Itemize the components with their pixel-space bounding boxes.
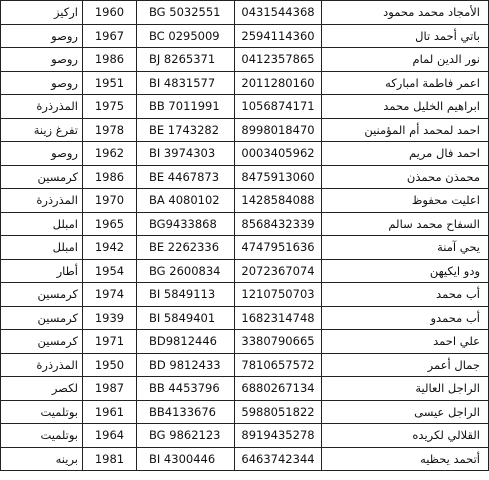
city-cell: المذرذرة <box>1 189 83 213</box>
id-number-cell: BI 4831577 <box>137 71 235 95</box>
id-number-cell: BG 5032551 <box>137 1 235 25</box>
table-row <box>1 377 489 401</box>
name-cell: السفاح محمد سالم <box>322 212 489 236</box>
name-cell: ابراهيم الخليل محمد <box>322 95 489 119</box>
city-cell: كرمسين <box>1 283 83 307</box>
table-row <box>1 330 489 354</box>
table-row <box>1 259 489 283</box>
city-cell: تفرغ زينة <box>1 118 83 142</box>
city-cell: برينه <box>1 447 83 471</box>
table-row <box>1 306 489 330</box>
id-number-cell: BB 7011991 <box>137 95 235 119</box>
id-number-cell: BE 1743282 <box>137 118 235 142</box>
phone-cell: 8475913060 <box>235 165 322 189</box>
name-cell: أتحمد يحظيه <box>322 447 489 471</box>
table-row <box>1 1 489 25</box>
phone-cell: 4747951636 <box>235 236 322 260</box>
id-number-cell: BB 4453796 <box>137 377 235 401</box>
city-cell: أطار <box>1 259 83 283</box>
city-cell: اركيز <box>1 1 83 25</box>
id-number-cell: BD9812446 <box>137 330 235 354</box>
id-number-cell: BJ 8265371 <box>137 48 235 72</box>
year-cell: 1986 <box>83 165 137 189</box>
phone-cell: 0412357865 <box>235 48 322 72</box>
table-row <box>1 71 489 95</box>
id-number-cell: BI 4300446 <box>137 447 235 471</box>
id-number-cell: BI 5849401 <box>137 306 235 330</box>
year-cell: 1939 <box>83 306 137 330</box>
id-number-cell: BE 4467873 <box>137 165 235 189</box>
phone-cell: 8568432339 <box>235 212 322 236</box>
name-cell: علي احمد <box>322 330 489 354</box>
id-number-cell: BE 2262336 <box>137 236 235 260</box>
city-cell: بوتلميت <box>1 400 83 424</box>
year-cell: 1960 <box>83 1 137 25</box>
phone-cell: 0431544368 <box>235 1 322 25</box>
year-cell: 1971 <box>83 330 137 354</box>
phone-cell: 2011280160 <box>235 71 322 95</box>
table-row <box>1 165 489 189</box>
id-number-cell: BA 4080102 <box>137 189 235 213</box>
table-row <box>1 142 489 166</box>
city-cell: كرمسين <box>1 165 83 189</box>
id-number-cell: BB4133676 <box>137 400 235 424</box>
phone-cell: 0003405962 <box>235 142 322 166</box>
year-cell: 1986 <box>83 48 137 72</box>
year-cell: 1964 <box>83 424 137 448</box>
city-cell: روصو <box>1 71 83 95</box>
name-cell: باتي أحمد تال <box>322 24 489 48</box>
name-cell: أب محمد <box>322 283 489 307</box>
year-cell: 1978 <box>83 118 137 142</box>
phone-cell: 1428584088 <box>235 189 322 213</box>
table-row <box>1 424 489 448</box>
year-cell: 1970 <box>83 189 137 213</box>
year-cell: 1961 <box>83 400 137 424</box>
table-row <box>1 48 489 72</box>
name-cell: احمد فال مريم <box>322 142 489 166</box>
year-cell: 1974 <box>83 283 137 307</box>
name-cell: محمذن محمذن <box>322 165 489 189</box>
phone-cell: 2072367074 <box>235 259 322 283</box>
table-row <box>1 283 489 307</box>
name-cell: أب محمدو <box>322 306 489 330</box>
year-cell: 1975 <box>83 95 137 119</box>
table-row <box>1 447 489 471</box>
phone-cell: 6463742344 <box>235 447 322 471</box>
id-number-cell: BC 0295009 <box>137 24 235 48</box>
id-number-cell: BD 9812433 <box>137 353 235 377</box>
phone-cell: 8998018470 <box>235 118 322 142</box>
year-cell: 1967 <box>83 24 137 48</box>
id-number-cell: BG 2600834 <box>137 259 235 283</box>
table-row <box>1 118 489 142</box>
id-number-cell: BI 5849113 <box>137 283 235 307</box>
city-cell: روصو <box>1 142 83 166</box>
city-cell: بوتلميت <box>1 424 83 448</box>
phone-cell: 6880267134 <box>235 377 322 401</box>
table-row <box>1 189 489 213</box>
phone-cell: 8919435278 <box>235 424 322 448</box>
phone-cell: 1210750703 <box>235 283 322 307</box>
phone-cell: 1682314748 <box>235 306 322 330</box>
table-row <box>1 400 489 424</box>
name-cell: نور الدين لمام <box>322 48 489 72</box>
city-cell: كرمسين <box>1 306 83 330</box>
table-row <box>1 236 489 260</box>
phone-cell: 2594114360 <box>235 24 322 48</box>
city-cell: كرمسين <box>1 330 83 354</box>
name-cell: يحي آمنة <box>322 236 489 260</box>
id-number-cell: BG 9862123 <box>137 424 235 448</box>
phone-cell: 7810657572 <box>235 353 322 377</box>
name-cell: الراجل عيسى <box>322 400 489 424</box>
city-cell: المذرذرة <box>1 353 83 377</box>
year-cell: 1942 <box>83 236 137 260</box>
city-cell: المذرذرة <box>1 95 83 119</box>
id-number-cell: BG9433868 <box>137 212 235 236</box>
name-cell: اعليت محفوظ <box>322 189 489 213</box>
year-cell: 1951 <box>83 71 137 95</box>
phone-cell: 1056874171 <box>235 95 322 119</box>
city-cell: روصو <box>1 48 83 72</box>
year-cell: 1962 <box>83 142 137 166</box>
table-row <box>1 212 489 236</box>
year-cell: 1965 <box>83 212 137 236</box>
phone-cell: 5988051822 <box>235 400 322 424</box>
name-cell: اعمر فاطمة امباركه <box>322 71 489 95</box>
city-cell: روصو <box>1 24 83 48</box>
table-row <box>1 24 489 48</box>
name-cell: جمال أعمر <box>322 353 489 377</box>
city-cell: امبلل <box>1 212 83 236</box>
city-cell: لكصر <box>1 377 83 401</box>
year-cell: 1950 <box>83 353 137 377</box>
name-cell: ودو ايكيهن <box>322 259 489 283</box>
name-cell: احمد لمحمد أم المؤمنين <box>322 118 489 142</box>
id-number-cell: BI 3974303 <box>137 142 235 166</box>
year-cell: 1954 <box>83 259 137 283</box>
table-row <box>1 95 489 119</box>
year-cell: 1981 <box>83 447 137 471</box>
name-cell: الراجل العالية <box>322 377 489 401</box>
name-cell: الأمجاد محمد محمود <box>322 1 489 25</box>
table-row <box>1 353 489 377</box>
phone-cell: 3380790665 <box>235 330 322 354</box>
year-cell: 1987 <box>83 377 137 401</box>
city-cell: امبلل <box>1 236 83 260</box>
name-cell: القلالي لكريده <box>322 424 489 448</box>
